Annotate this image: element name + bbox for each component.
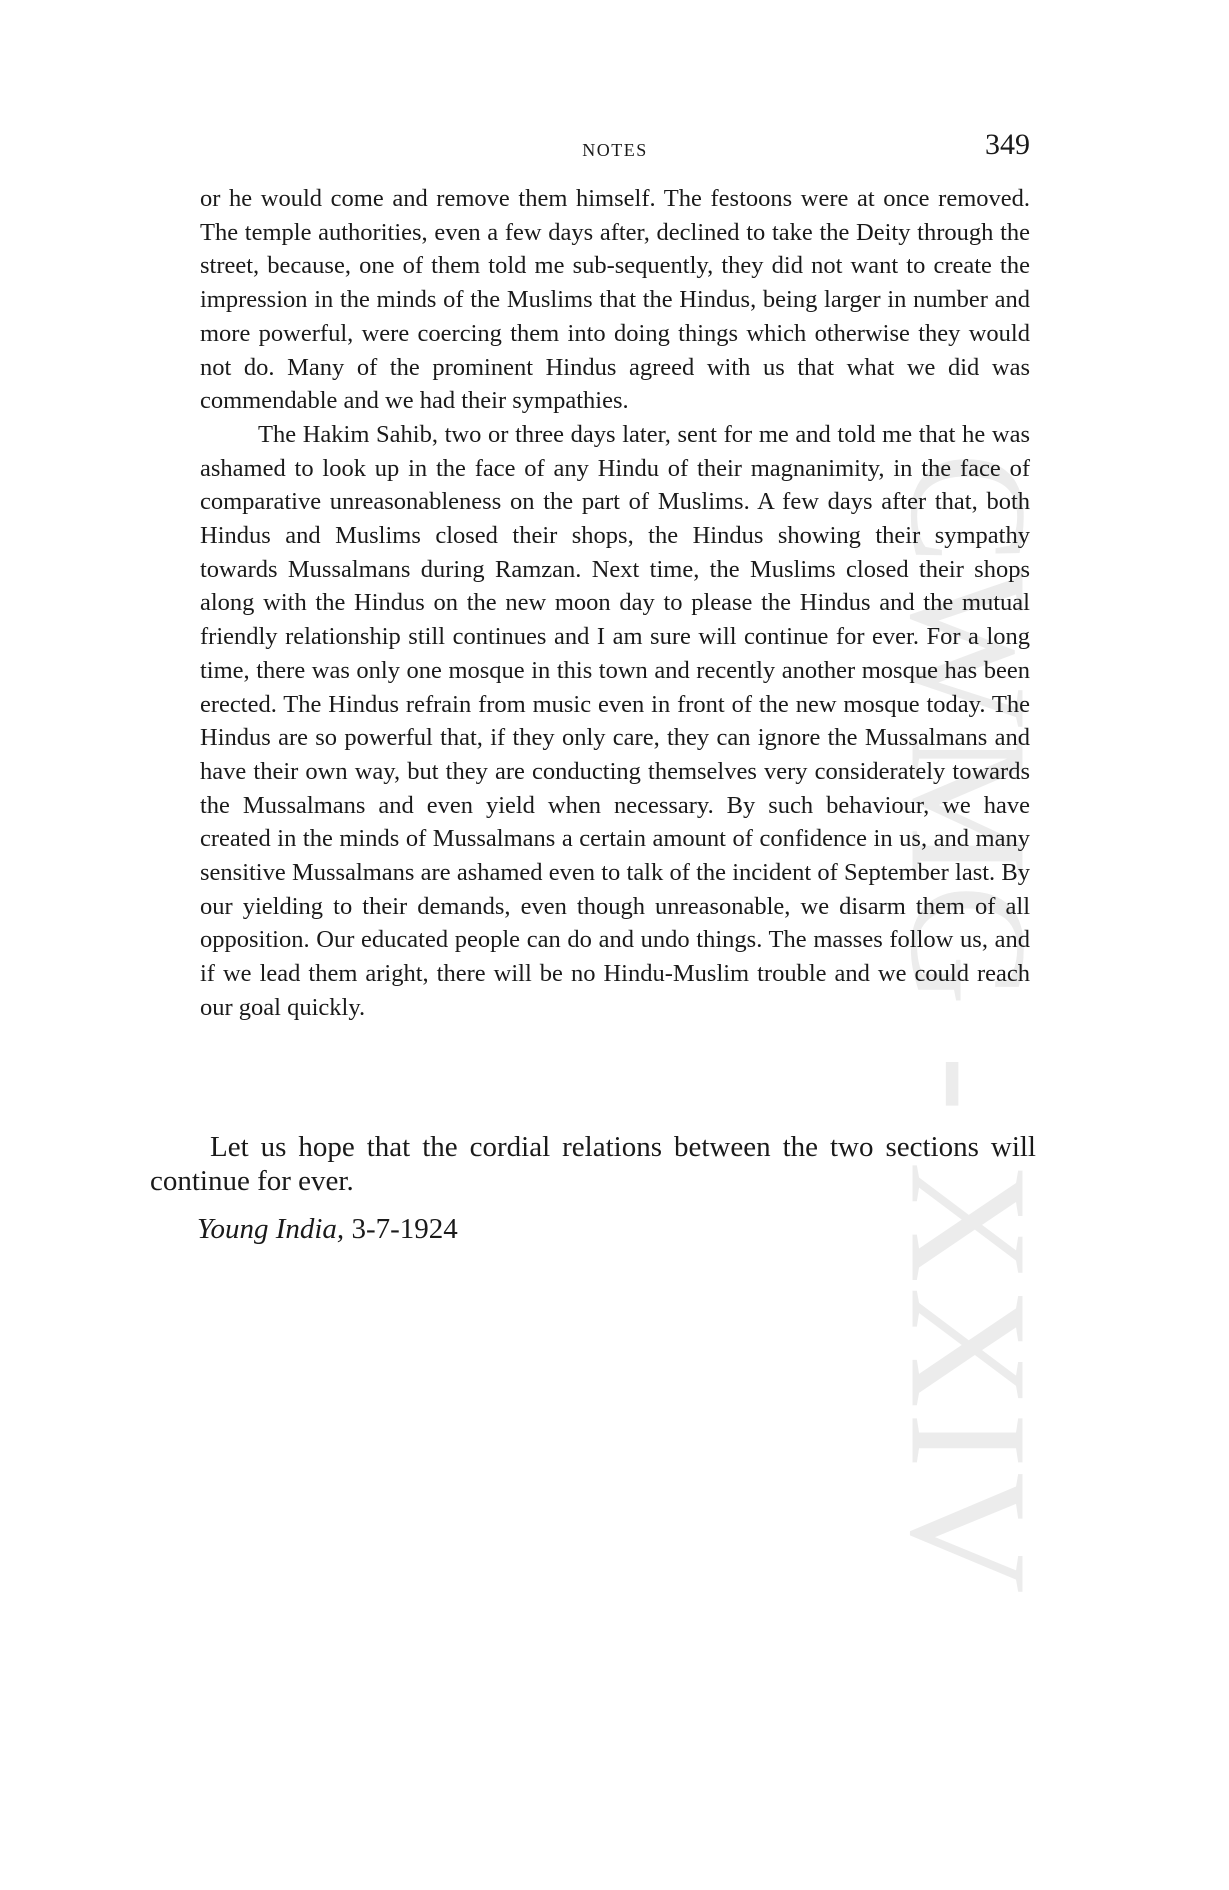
page-number: 349	[985, 128, 1030, 161]
paragraph-continued: or he would come and remove them himself. The festoons were at once removed. The temple authorities, even a few days after, declined to take the Deity through the street, because, one of them told me sub-sequently, they did not want to create the impression in the minds of the Muslims that the Hindus, being larger in number and more powerful, were coercing them into doing things which otherwise they would not do. Many of the prominent Hindus agreed with us that what we did was commendable and we had their sympathies.	[200, 185, 1030, 415]
paragraph-hakim-sahib: The Hakim Sahib, two or three days later, sent for me and told me that he was ashamed to look up in the face of any Hindu of their magnanimity, in the face of comparative unreasonableness on the part of Muslims. A few days after that, both Hindus and Muslims closed their shops, the Hindus showing their sympathy towards Mussalmans during Ramzan. Next time, the Muslims closed their shops along with the Hindus on the new moon day to please the Hindus and the mutual friendly relationship still continues and I am sure will continue for ever. For a long time, there was only one mosque in this town and recently another mosque has been erected. The Hindus refrain from music even in front of the new mosque today. The Hindus are so powerful that, if they only care, they can ignore the Mussalmans and have their own way, but they are conducting themselves very considerately towards the Mussalmans and even yield when necessary. By such behaviour, we have created in the minds of Mussalmans a certain amount of confidence in us, and many sensitive Mussalmans are ashamed even to talk of the incident of September last. By our yielding to their demands, even though unreasonable, we disarm them of all opposition. Our educated people can do and undo things. The masses follow us, and if we lead them aright, there will be no Hindu-Muslim trouble and we could reach our goal quickly.	[200, 420, 1030, 1021]
watermark: CWMG - XXIV	[875, 452, 1062, 1598]
closing-paragraph: Let us hope that the cordial relations between the two sections will continue for ever.	[150, 1131, 1036, 1197]
source-journal: Young India,	[197, 1213, 345, 1245]
body-text	[200, 182, 1030, 1025]
source-date: 3-7-1924	[351, 1213, 458, 1245]
source-citation	[197, 1213, 458, 1246]
page-header	[200, 124, 1030, 174]
running-head: NOTES	[582, 140, 648, 160]
